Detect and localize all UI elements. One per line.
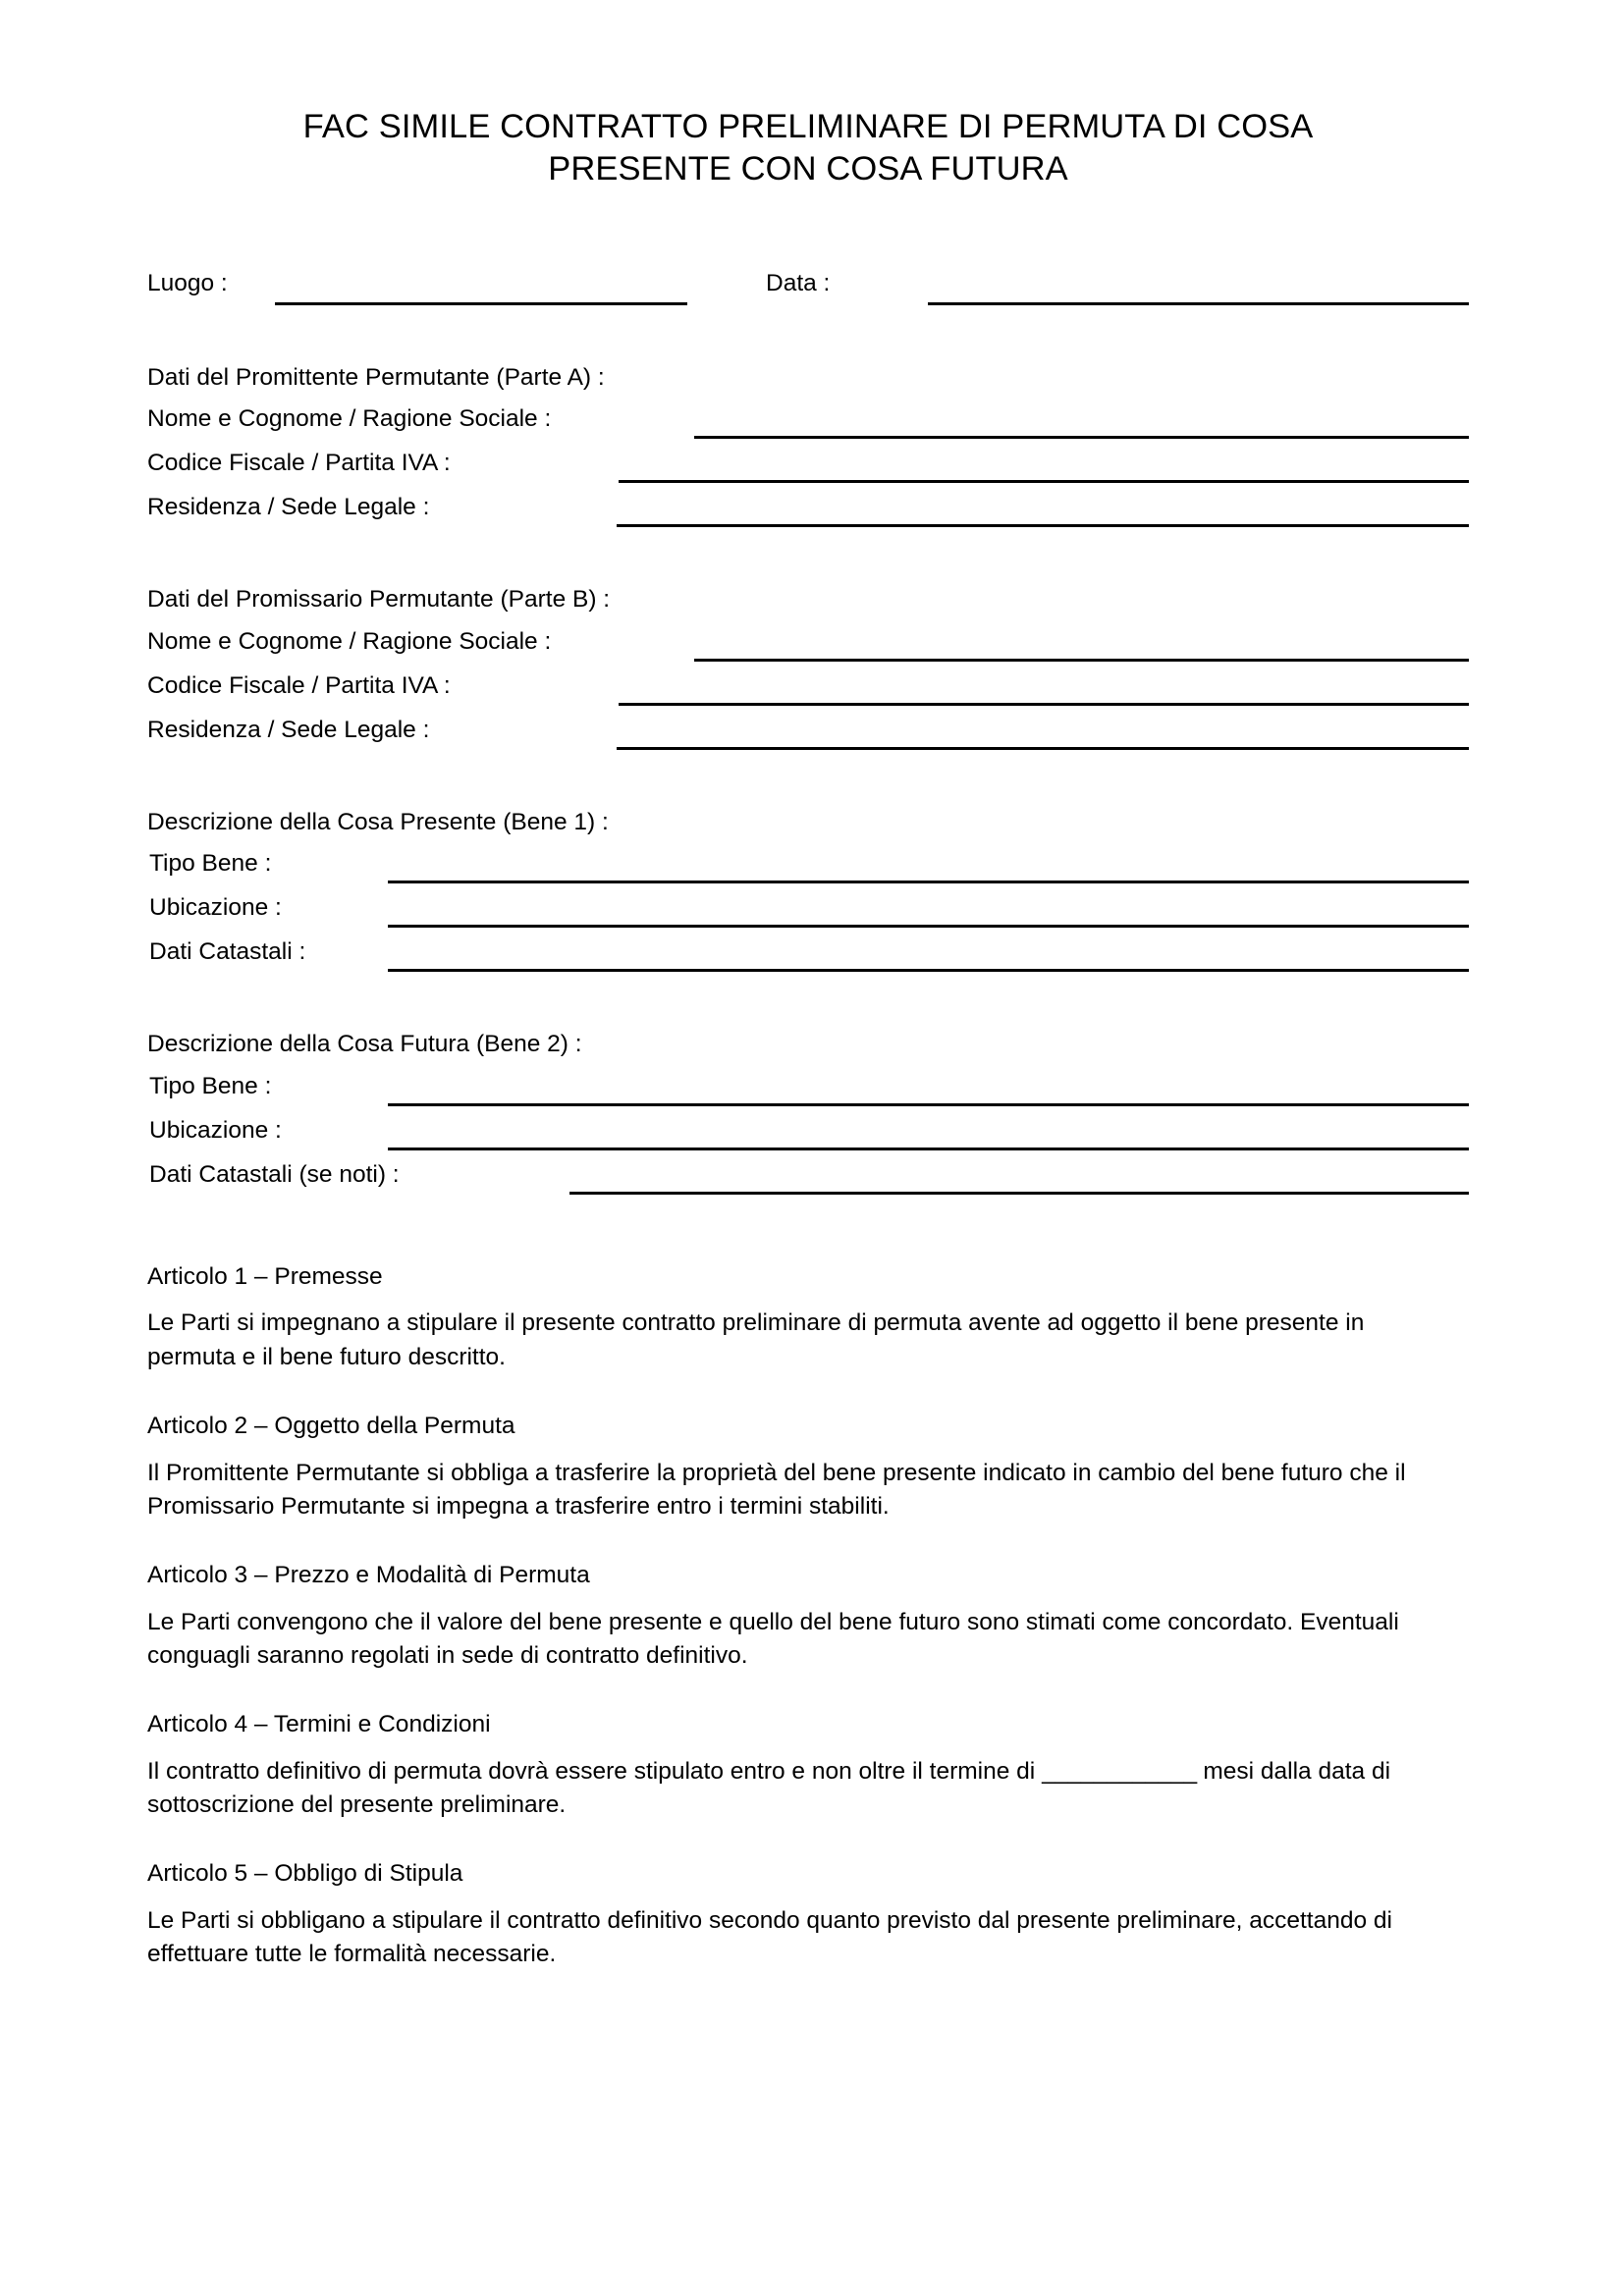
bene-2-dati-catastali-label: Dati Catastali (se noti) : — [149, 1160, 400, 1188]
party-b-residenza-input-line[interactable] — [617, 747, 1469, 750]
bene-1-dati-catastali-input-line[interactable] — [388, 969, 1469, 972]
bene-1-dati-catastali-label: Dati Catastali : — [149, 938, 306, 966]
bene-2-field-ubicazione — [147, 1116, 1469, 1150]
party-b-field-nome — [147, 627, 1469, 662]
bene-2-block — [147, 1033, 1469, 1195]
party-b-nome-label: Nome e Cognome / Ragione Sociale : — [147, 627, 552, 655]
article-3 — [147, 1564, 1469, 1674]
bene-1-block — [147, 808, 1469, 973]
article-4-body-after-blank: mesi dalla data di sottoscrizione del presente preliminare. — [147, 1757, 1391, 1819]
party-a-field-codice-fiscale — [147, 452, 1469, 483]
article-2 — [147, 1415, 1469, 1524]
article-2-title: Articolo 2 – Oggetto della Permuta — [147, 1413, 515, 1439]
party-a-block — [147, 363, 1469, 528]
page-title-line-2: PRESENTE CON COSA FUTURA — [548, 150, 1068, 188]
article-4-body-before-blank: Il contratto definitivo di permuta dovrà essere stipulato entro e non oltre il termine di — [147, 1757, 1043, 1785]
article-4-months-blank[interactable]: ____________ — [1042, 1757, 1197, 1785]
luogo-label: Luogo : — [147, 269, 228, 296]
party-b-residenza-label: Residenza / Sede Legale : — [147, 716, 430, 743]
party-a-codice-fiscale-input-line[interactable] — [619, 480, 1469, 483]
data-input-line[interactable] — [928, 302, 1469, 305]
bene-2-field-dati-catastali — [147, 1160, 1469, 1195]
bene-1-ubicazione-input-line[interactable] — [388, 925, 1469, 928]
article-1 — [147, 1262, 1469, 1375]
data-label: Data : — [766, 269, 831, 296]
bene-1-tipo-input-line[interactable] — [388, 881, 1469, 883]
party-b-block — [147, 588, 1469, 750]
luogo-input-line[interactable] — [275, 302, 687, 305]
article-4-body — [147, 1755, 1443, 1824]
bene-2-tipo-input-line[interactable] — [388, 1103, 1469, 1106]
party-b-field-residenza — [147, 716, 1469, 750]
article-3-body: Le Parti convengono che il valore del bene presente e quello del bene futuro sono stimati come concordato. Eventuali conguagli saranno regolati in sede di contratto definitivo. — [147, 1608, 1399, 1670]
page-title — [147, 0, 1469, 191]
bene-1-field-dati-catastali — [147, 940, 1469, 972]
party-a-field-nome — [147, 407, 1469, 439]
party-b-field-codice-fiscale — [147, 671, 1469, 706]
article-1-body: Le Parti si impegnano a stipulare il presente contratto preliminare di permuta avente ad oggetto il bene presente in permuta e il bene futuro descritto. — [147, 1309, 1365, 1371]
article-3-title: Articolo 3 – Prezzo e Modalità di Permuta — [147, 1562, 590, 1589]
party-a-nome-label: Nome e Cognome / Ragione Sociale : — [147, 405, 552, 433]
party-a-field-residenza — [147, 496, 1469, 527]
bene-2-tipo-label: Tipo Bene : — [149, 1072, 272, 1099]
article-4-title: Articolo 4 – Termini e Condizioni — [147, 1711, 491, 1738]
party-a-residenza-label: Residenza / Sede Legale : — [147, 494, 430, 521]
article-1-title: Articolo 1 – Premesse — [147, 1262, 383, 1290]
party-a-nome-input-line[interactable] — [694, 436, 1469, 439]
luogo-data-row — [147, 269, 1469, 305]
page-title-line-1: FAC SIMILE CONTRATTO PRELIMINARE DI PERMUTA DI COSA — [302, 108, 1314, 145]
document-content — [147, 0, 1469, 1972]
article-5-title: Articolo 5 – Obbligo di Stipula — [147, 1860, 463, 1888]
party-a-codice-fiscale-label: Codice Fiscale / Partita IVA : — [147, 450, 451, 477]
article-5 — [147, 1862, 1469, 1972]
article-5-body: Le Parti si obbligano a stipulare il contratto definitivo secondo quanto previsto dal presente preliminare, accettando di effettuare tutte le formalità necessarie. — [147, 1906, 1392, 1968]
party-b-heading: Dati del Promissario Permutante (Parte B) : — [147, 586, 611, 614]
party-b-codice-fiscale-input-line[interactable] — [619, 703, 1469, 706]
bene-2-dati-catastali-input-line[interactable] — [569, 1192, 1469, 1195]
article-2-body: Il Promittente Permutante si obbliga a trasferire la proprietà del bene presente indicato in cambio del bene futuro che il Promissario Permutante si impegna a trasferire entro i termini stabiliti. — [147, 1459, 1406, 1521]
bene-2-heading: Descrizione della Cosa Futura (Bene 2) : — [147, 1031, 582, 1058]
article-4 — [147, 1713, 1469, 1823]
bene-2-field-tipo — [147, 1072, 1469, 1106]
bene-2-ubicazione-label: Ubicazione : — [149, 1116, 282, 1144]
bene-1-heading: Descrizione della Cosa Presente (Bene 1) : — [147, 808, 609, 835]
party-a-heading: Dati del Promittente Permutante (Parte A) : — [147, 363, 605, 391]
bene-1-ubicazione-label: Ubicazione : — [149, 894, 282, 922]
party-a-residenza-input-line[interactable] — [617, 524, 1469, 527]
bene-1-tipo-label: Tipo Bene : — [149, 850, 272, 878]
party-b-nome-input-line[interactable] — [694, 659, 1469, 662]
party-b-codice-fiscale-label: Codice Fiscale / Partita IVA : — [147, 671, 451, 699]
bene-2-ubicazione-input-line[interactable] — [388, 1148, 1469, 1150]
bene-1-field-ubicazione — [147, 896, 1469, 928]
bene-1-field-tipo — [147, 852, 1469, 883]
